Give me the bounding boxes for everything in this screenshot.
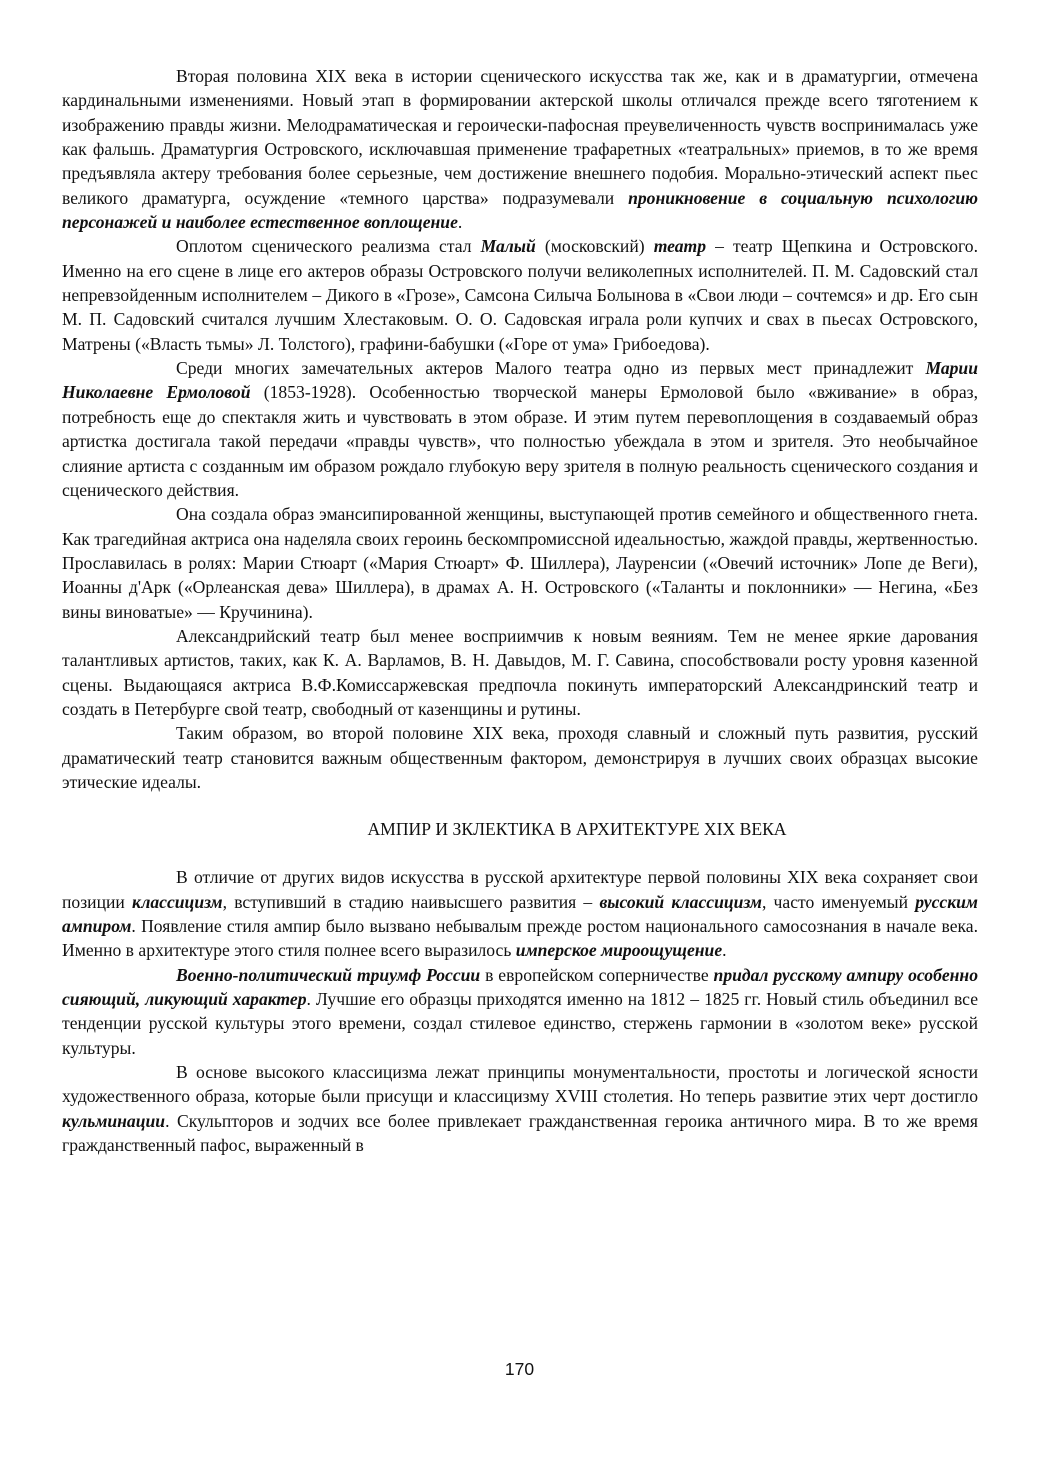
paragraph (62, 64, 978, 234)
text-run: , вступивший в стадию наивысшего развития – (222, 891, 600, 912)
text-run: , часто именуемый (761, 891, 916, 912)
architecture-section-text (62, 865, 978, 1157)
text-run: . (722, 940, 727, 961)
text-run: Александрийский театр был менее восприимчив к новым веяниям. Тем не менее яркие дарования талантливых артистов, таких, как К. А. Варламов, В. Н. Давыдов, М. Г. Савина, способствовали росту уровня казенной сцены. Выдающаяся актриса В.Ф.Комиссаржевская предпочла покинуть императорский Александринский театр и создать в Петербурге свой театр, свободный от казенщины и рутины. (62, 625, 978, 719)
emphasis-text: Военно-политический триумф России (176, 964, 481, 985)
paragraph (62, 502, 978, 624)
emphasis-text: кульминации (62, 1110, 166, 1131)
emphasis-text: имперское мироощущение (515, 940, 723, 961)
emphasis-text: Малый (480, 236, 536, 257)
text-run: Оплотом сценического реализма стал (176, 236, 481, 257)
emphasis-text: высокий классицизм (599, 891, 762, 912)
text-run: . Скульпторов и зодчих все более привлекает гражданственная героика античного мира. В то же время гражданственный пафос, выраженный в (62, 1110, 978, 1156)
theatre-section-text (62, 64, 978, 794)
text-run: В отличие от других видов искусства в русской архитектуре первой половины XIX века сохраняет свои позиции (62, 867, 978, 912)
paragraph (62, 356, 978, 502)
paragraph (62, 624, 978, 721)
paragraph (62, 721, 978, 794)
text-run: – театр Щепкина и Островского. Именно на его сцене в лице его актеров образы Островского получи великолепных исполнителей. П. М. Садовский стал непревзойденным исполнителем – Дикого в «Грозе», Самсона Силыча Болынова в «Свои люди – сочтемся» и др. Его сын М. П. Садовский считался лучшим Хлестаковым. О. О. Садовская играла роли купчих и свах в пьесах Островского, Матрены («Власть тьмы» Л. Толстого), графини-бабушки («Горе от ума» Грибоедова). (62, 236, 978, 354)
text-run: . (457, 212, 463, 233)
emphasis-text: проникновение в социальную психологию персонажей и наиболее естественное воплощение (62, 187, 978, 233)
page-body (62, 64, 978, 1157)
paragraph (62, 963, 978, 1060)
text-run: Среди многих замечательных актеров Малого театра одно из первых мест принадлежит (176, 358, 926, 379)
emphasis-text: Марии Николаевне Ермоловой (62, 358, 978, 403)
text-run: Таким образом, во второй половине XIX века, проходя славный и сложный путь развития, русский драматический театр становится важным общественным фактором, демонстрируя в лучших своих образцах высокие этические идеалы. (62, 723, 978, 792)
text-run: Вторая половина XIX века в истории сценического искусства так же, как и в драматургии, отмечена кардинальными изменениями. Новый этап в формировании актерской школы отличался прежде всего тяготением к изображению правды жизни. Мелодраматическая и героически-пафосная преувеличенность чувств воспринималась уже как фальшь. Драматургия Островского, исключавшая применение трафаретных «театральных» приемов, в то же время предъявляла актеру требования более серьезные, чем достижение внешнего подобия. Морально-этический аспект пьес великого драматурга, осуждение «темного царства» подразумевали (62, 66, 978, 208)
paragraph (62, 234, 978, 356)
text-run: Она создала образ эмансипированной женщины, выступающей против семейного и общественного гнета. Как трагедийная актриса она наделяла своих героинь бескомпромиссной идеальностью, жаждой правды, жертвенностью. Прославилась в ролях: Марии Стюарт («Мария Стюарт» Ф. Шиллера), Лауренсии («Овечий источник» Лопе де Веги), Иоанны д'Арк («Орлеанская дева» Шиллера), в драмах А. Н. Островского («Таланты и поклонники» — Негина, «Без вины виноватые» — Кручинина). (62, 504, 978, 622)
emphasis-text: придал русскому ампиру особенно сияющий, ликующий характер (62, 964, 978, 1010)
text-run: (московский) (535, 236, 654, 257)
text-run: В основе высокого классицизма лежат принципы монументальности, простоты и логической ясности художественного образа, которые были присущи и классицизму XVIII столетия. Но теперь развитие этих черт достигло (62, 1062, 978, 1107)
paragraph (62, 865, 978, 962)
paragraph (62, 1060, 978, 1157)
text-run: в европейском соперничестве (480, 964, 714, 985)
text-run: (1853-1928). Особенностью творческой манеры Ермоловой было «вживание» в образ, потребность еще до спектакля жить и чувствовать в этом образе. И этим путем перевоплощения в создаваемый образ артистка достигала такой передачи «правды чувств», что полностью убеждала в этом и зрителя. Это необычайное слияние артиста с созданным им образом рождало глубокую веру зрителя в полную реальность сценического создания и сценического действия. (62, 382, 978, 500)
emphasis-text: театр (653, 236, 706, 257)
page-number: 170 (504, 1359, 535, 1379)
text-run: . Появление стиля ампир было вызвано небывалым прежде ростом национального самосознания в начале века. Именно в архитектуре этого стиля полнее всего выразилось (62, 916, 978, 961)
text-run: . Лучшие его образцы приходятся именно на 1812 – 1825 гг. Новый стиль объединил все тенденции русской культуры этого времени, создал стилевое единство, стержень гармонии в «золотом веке» русской культуры. (62, 989, 978, 1058)
emphasis-text: классицизм (132, 891, 223, 912)
section-heading: АМПИР И ЗКЛЕКТИКА В АРХИТЕКТУРЕ XIX ВЕКА (367, 819, 787, 840)
emphasis-text: русским ампиром (62, 891, 978, 936)
